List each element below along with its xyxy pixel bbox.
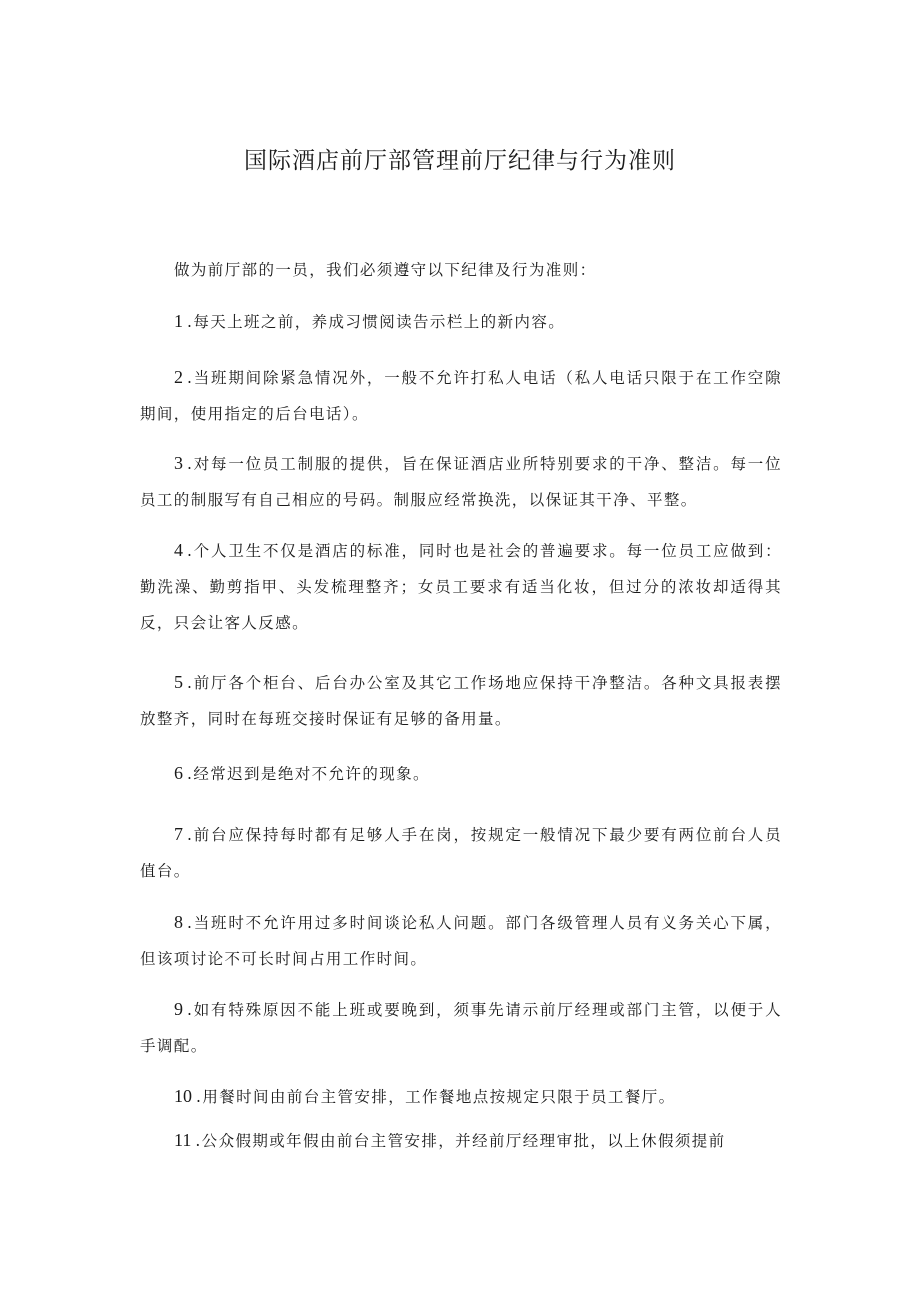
rule-text: .个人卫生不仅是酒店的标准，同时也是社会的普遍要求。每一位员工应做到：勤洗澡、勤剪指甲、头发梳理整齐；女员工要求有适当化妆，但过分的浓妆却适得其反，只会让客人反感。	[140, 542, 782, 632]
rule-item-7	[140, 816, 782, 889]
rule-number: 11	[174, 1130, 192, 1150]
rule-item-8	[140, 904, 782, 977]
rule-item-1	[140, 303, 782, 340]
rule-number: 5	[174, 672, 183, 692]
rule-number: 7	[174, 824, 183, 844]
rule-text: .公众假期或年假由前台主管安排，并经前厅经理审批，以上休假须提前	[195, 1132, 726, 1150]
rule-number: 9	[174, 999, 183, 1019]
rule-item-4	[140, 532, 782, 641]
rule-number: 1	[174, 311, 183, 331]
rule-number: 4	[174, 540, 183, 560]
rule-text: .经常迟到是绝对不允许的现象。	[187, 765, 430, 783]
rule-text: .前台应保持每时都有足够人手在岗，按规定一般情况下最少要有两位前台人员值台。	[140, 826, 782, 880]
rule-text: .每天上班之前，养成习惯阅读告示栏上的新内容。	[187, 313, 566, 331]
rule-item-5	[140, 664, 782, 737]
rule-text: .当班时不允许用过多时间谈论私人问题。部门各级管理人员有义务关心下属，但该项讨论不可长时间占用工作时间。	[140, 914, 782, 968]
rule-item-6	[140, 755, 782, 792]
rule-item-3	[140, 445, 782, 518]
rule-number: 3	[174, 453, 183, 473]
rule-number: 8	[174, 912, 183, 932]
rule-number: 10	[174, 1086, 192, 1106]
rule-text: .前厅各个柜台、后台办公室及其它工作场地应保持干净整洁。各种文具报表摆放整齐，同时在每班交接时保证有足够的备用量。	[140, 674, 782, 728]
document-title: 国际酒店前厅部管理前厅纪律与行为准则	[244, 148, 676, 174]
rule-item-11	[140, 1122, 782, 1159]
rule-number: 2	[174, 367, 183, 387]
rule-text: .如有特殊原因不能上班或要晚到，须事先请示前厅经理或部门主管，以便于人手调配。	[140, 1001, 782, 1055]
rule-text: .用餐时间由前台主管安排，工作餐地点按规定只限于员工餐厅。	[196, 1088, 676, 1106]
rule-text: .对每一位员工制服的提供，旨在保证酒店业所特别要求的干净、整洁。每一位员工的制服写有自己相应的号码。制服应经常换洗，以保证其干净、平整。	[140, 455, 782, 509]
rule-text: .当班期间除紧急情况外，一般不允许打私人电话（私人电话只限于在工作空隙期间，使用指定的后台电话）。	[140, 369, 782, 423]
intro-paragraph: 做为前厅部的一员，我们必须遵守以下纪律及行为准则：	[174, 261, 597, 279]
rule-item-10	[140, 1078, 782, 1115]
rule-item-2	[140, 359, 782, 432]
rule-item-9	[140, 991, 782, 1064]
rule-number: 6	[174, 763, 183, 783]
